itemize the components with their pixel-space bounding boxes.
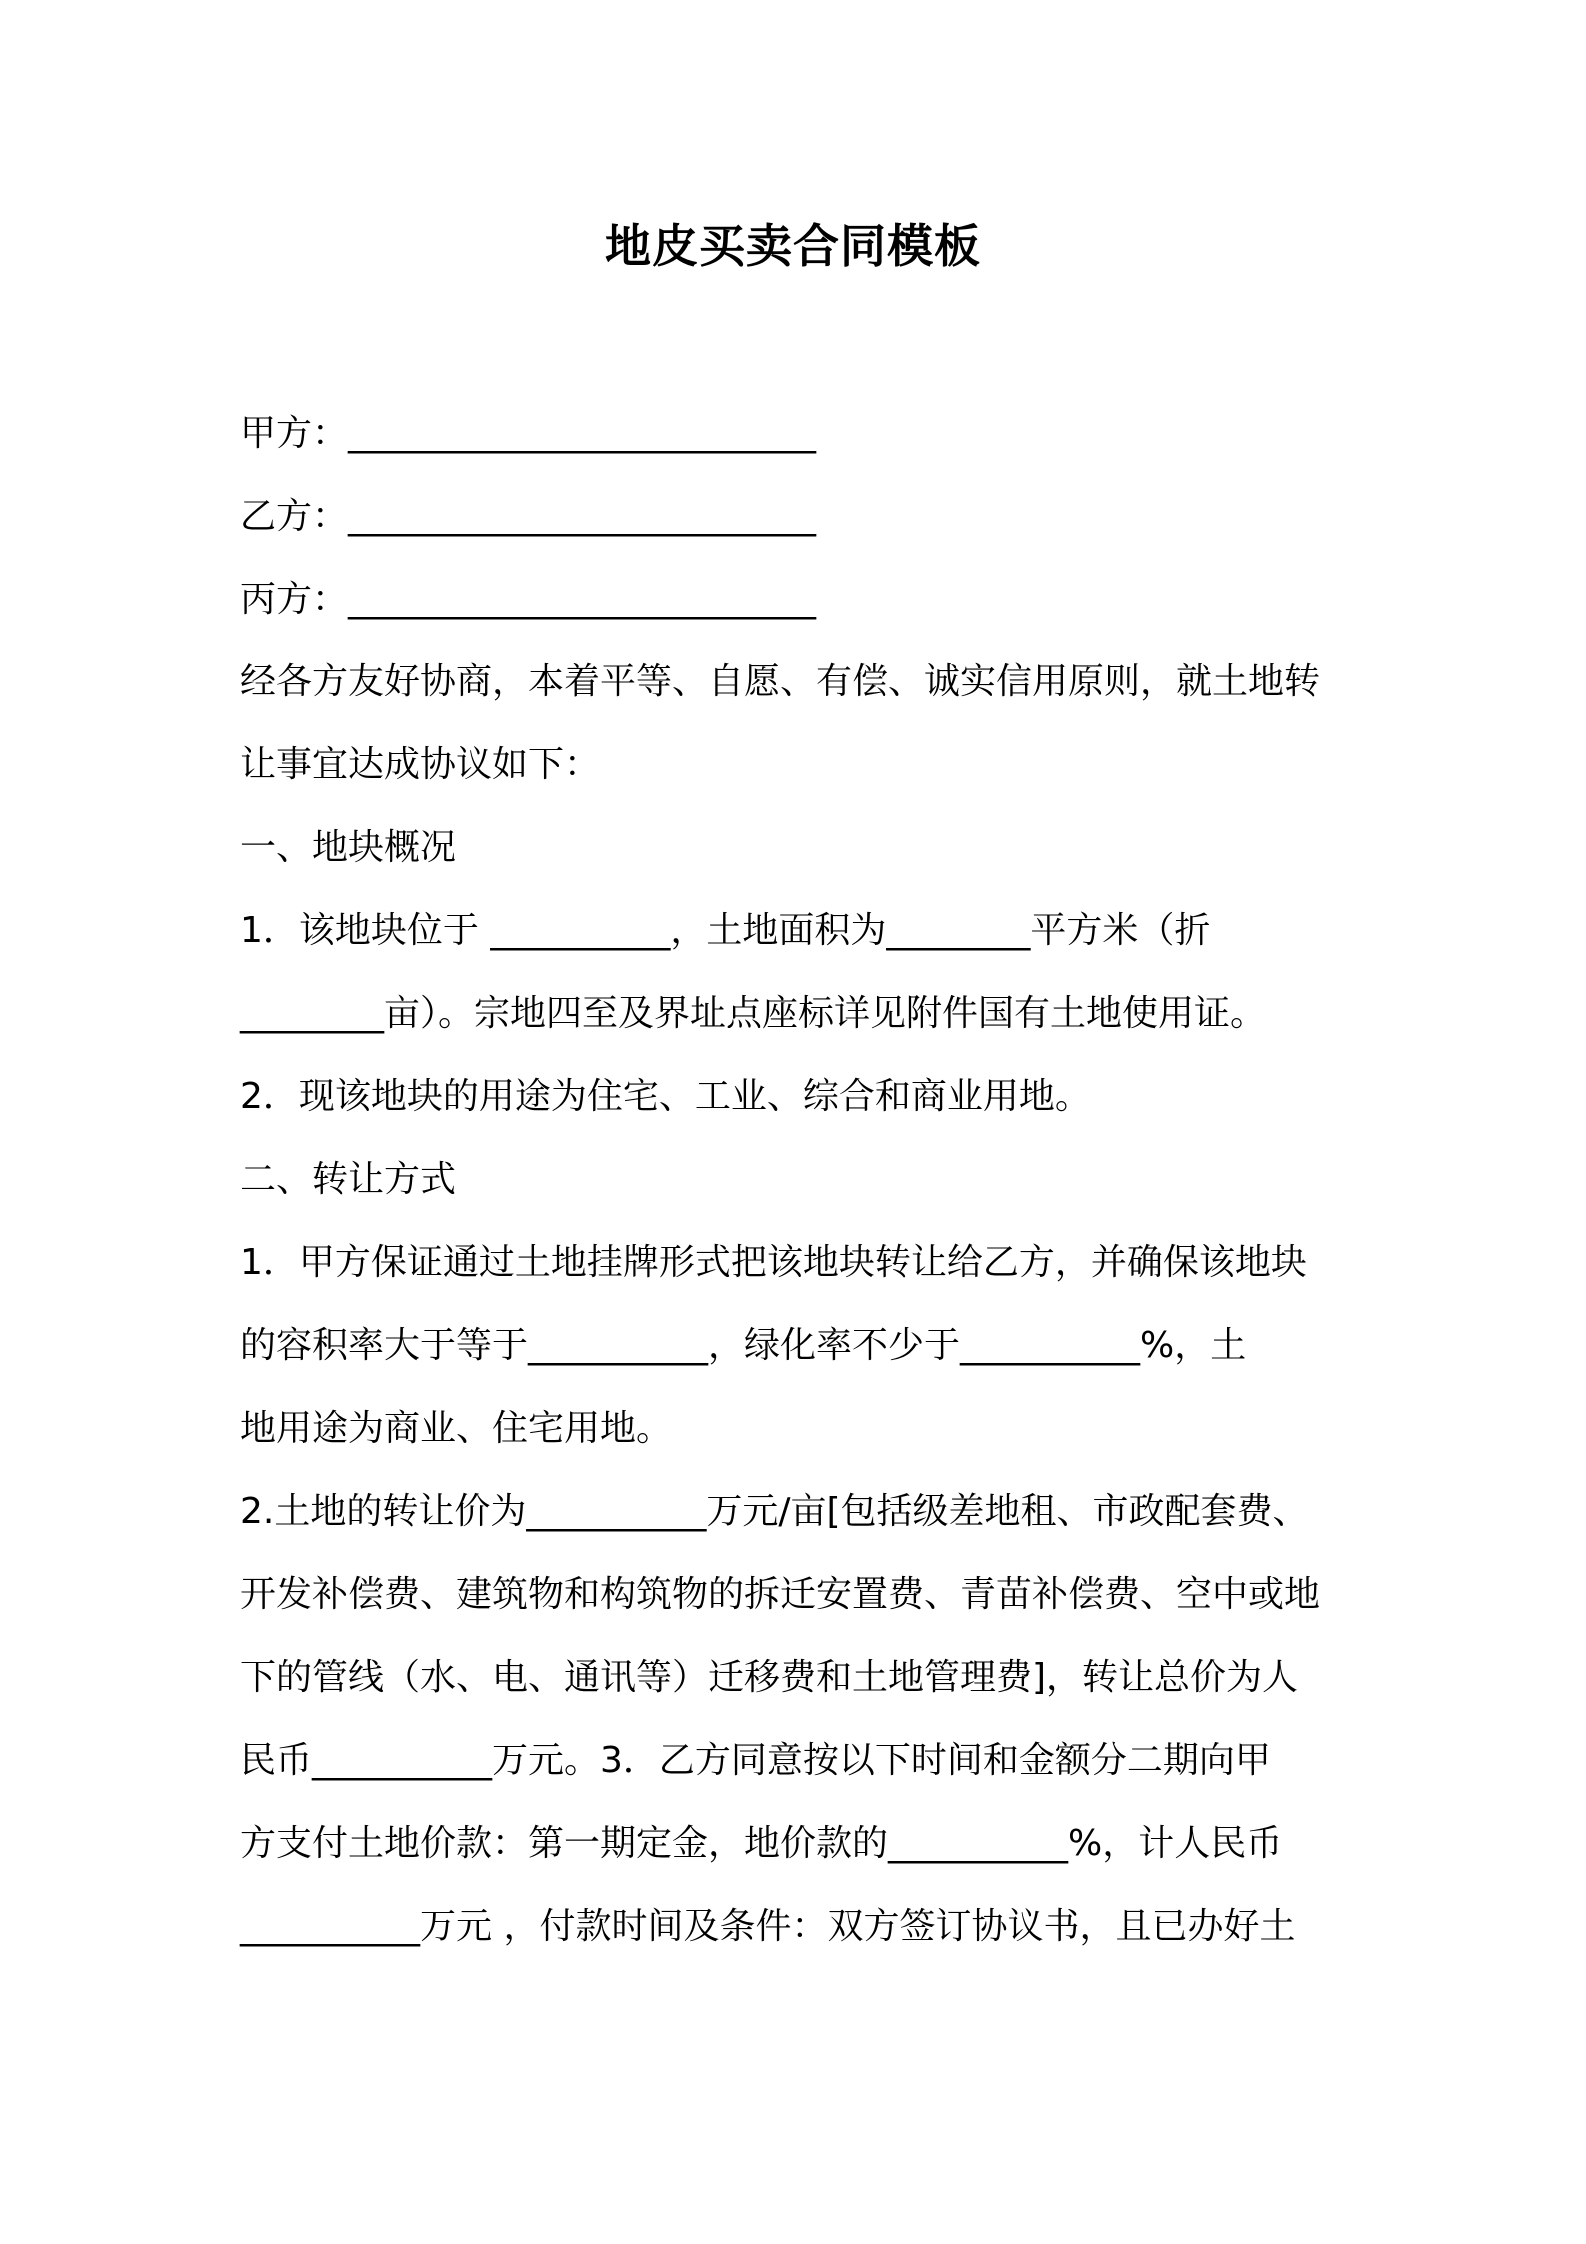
clause-2-3-line-2: __________万元 ，付款时间及条件：双方签订协议书，且已办好土 — [240, 1906, 1296, 1947]
clause-2-2-line-3: 下的管线（水、电、通讯等）迁移费和土地管理费]，转让总价为人 — [240, 1657, 1299, 1698]
clause-1-1-line-1: 1．该地块位于 __________，土地面积为________平方米（折 — [240, 910, 1211, 951]
clause-1-2-line: 2．现该地块的用途为住宅、工业、综合和商业用地。 — [240, 1076, 1091, 1117]
preamble-line-2: 让事宜达成协议如下： — [240, 744, 601, 785]
party-a-line: 甲方：__________________________ — [240, 413, 817, 454]
clause-2-2-line-2: 开发补偿费、建筑物和构筑物的拆迁安置费、青苗补偿费、空中或地 — [240, 1574, 1321, 1615]
clause-2-2-line-4: 民币__________万元。3．乙方同意按以下时间和金额分二期向甲 — [240, 1740, 1271, 1781]
clause-2-1-line-1: 1．甲方保证通过土地挂牌形式把该地块转让给乙方，并确保该地块 — [240, 1242, 1307, 1283]
clause-1-1-line-2: ________亩）。宗地四至及界址点座标详见附件国有土地使用证。 — [240, 993, 1267, 1034]
clause-2-3-line-1: 方支付土地价款：第一期定金，地价款的__________%，计人民币 — [240, 1823, 1283, 1864]
clause-2-2-line-1: 2.土地的转让价为__________万元/亩[包括级差地租、市政配套费、 — [240, 1491, 1309, 1532]
party-c-line: 丙方：__________________________ — [240, 579, 817, 620]
clause-2-1-line-3: 地用途为商业、住宅用地。 — [240, 1408, 673, 1449]
clause-2-1-line-2: 的容积率大于等于__________，绿化率不少于__________%，土 — [240, 1325, 1247, 1366]
preamble-line-1: 经各方友好协商，本着平等、自愿、有偿、诚实信用原则，就土地转 — [240, 661, 1321, 702]
party-b-line: 乙方：__________________________ — [240, 496, 817, 537]
document-title: 地皮买卖合同模板 — [605, 219, 981, 273]
section-heading-1: 一、地块概况 — [240, 827, 457, 868]
section-heading-2: 二、转让方式 — [240, 1159, 457, 1200]
